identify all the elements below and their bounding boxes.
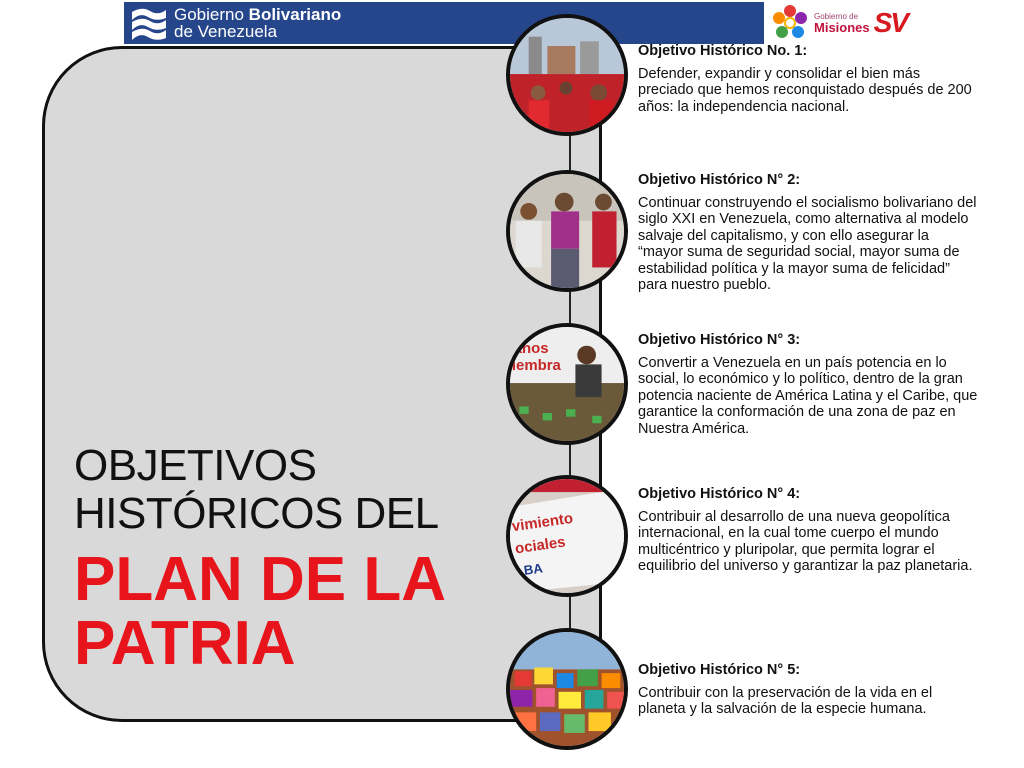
title-line-4-text: PATRIA — [74, 609, 296, 678]
title-line-3 — [74, 545, 446, 678]
svg-text:anos: anos — [513, 340, 549, 358]
title-line-3-text: PLAN DE LA — [74, 545, 446, 614]
objective-4-title: Objetivo Histórico N° 4: — [638, 486, 801, 502]
svg-text:ociales: ociales — [513, 533, 567, 558]
objective-3-text: Convertir a Venezuela en un país potencia en lo social, lo económico y lo político, dentro de la gran potencia naciente de América Latina y el Caribe, que garantice la conformación de una zona de paz en Nuestra América. — [638, 354, 978, 437]
misiones-logo — [814, 13, 870, 34]
objective-4 — [638, 486, 978, 575]
misiones-label: Misiones — [814, 19, 870, 35]
objective-5 — [638, 662, 978, 718]
flag-icon — [130, 6, 168, 40]
photo-people-seated — [506, 170, 628, 292]
photo-crowd-rally — [506, 14, 628, 136]
title-line-2: HISTÓRICOS DEL — [74, 489, 439, 538]
svg-text:BA: BA — [522, 560, 544, 578]
svg-text:iembra: iembra — [511, 356, 561, 374]
objective-1 — [638, 43, 978, 115]
flower-logo-icon — [770, 4, 810, 42]
page-title — [74, 442, 446, 676]
sv-logo: SV — [873, 7, 907, 38]
title-line-1: OBJETIVOS — [74, 441, 317, 490]
objective-2 — [638, 172, 978, 294]
partner-logos — [770, 3, 950, 43]
svg-text:vimiento: vimiento — [510, 509, 575, 536]
misiones-small-text: Gobierno de — [814, 11, 859, 21]
photo-woman-planting — [506, 323, 628, 445]
objective-1-text: Defender, expandir y consolidar el bien más preciado que hemos reconquistado después de 200 años: la independencia nacional. — [638, 65, 972, 115]
objective-3-title: Objetivo Histórico N° 3: — [638, 332, 801, 348]
photo-colorful-houses — [506, 628, 628, 750]
objective-2-title: Objetivo Histórico N° 2: — [638, 172, 801, 188]
objective-3 — [638, 332, 978, 437]
government-name — [174, 6, 341, 40]
photo-movimientos-sociales-banner — [506, 475, 628, 597]
objective-5-text: Contribuir con la preservación de la vida en el planeta y la salvación de la especie humana. — [638, 684, 933, 717]
objective-5-title: Objetivo Histórico N° 5: — [638, 662, 801, 678]
objective-4-text: Contribuir al desarrollo de una nueva geopolítica internacional, en la cual tome cuerpo el mundo multicéntrico y pluripolar, que permita lograr el equilibrio del universo y garantizar la paz planetaria. — [638, 508, 973, 574]
government-banner — [124, 2, 764, 44]
gov-line1-prefix: Gobierno — [174, 5, 249, 24]
gov-line2: de Venezuela — [174, 22, 278, 41]
gov-line1-bold: Bolivariano — [248, 5, 342, 24]
objective-1-title: Objetivo Histórico No. 1: — [638, 43, 808, 59]
objective-2-text: Continuar construyendo el socialismo bolivariano del siglo XXI en Venezuela, como alternativa al modelo salvaje del capitalismo, y con ello asegurar la “mayor suma de seguridad social, mayor suma de estabilidad política y la mayor suma de felicidad” para nuestro pueblo. — [638, 194, 977, 293]
